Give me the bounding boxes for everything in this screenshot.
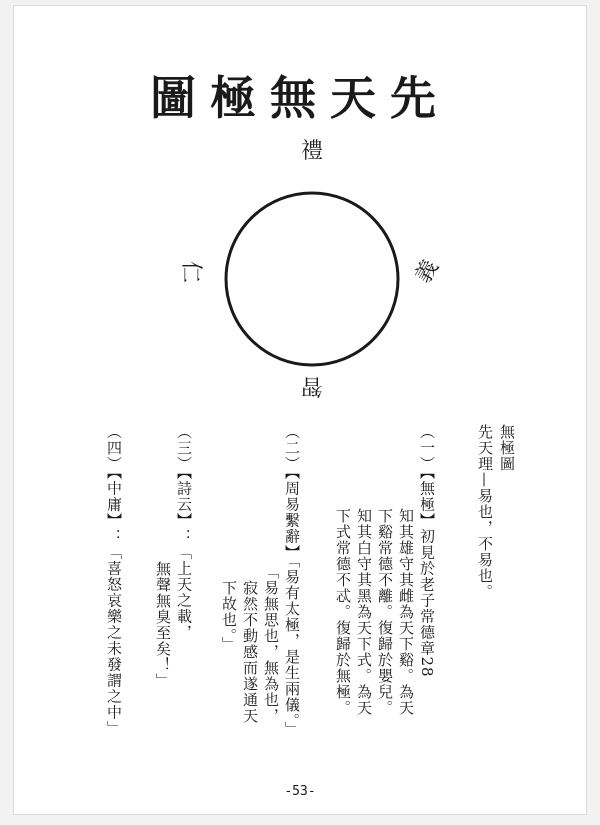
text-column-10: 寂然不動感而遂通天	[241, 580, 259, 724]
page	[14, 6, 586, 814]
text-column-14: （四）【中庸】：「喜怒哀樂之未發謂之中」	[105, 424, 123, 737]
page-number: -53-	[284, 784, 316, 799]
text-column-5: 下谿常德不離。復歸於嬰兒。	[376, 508, 394, 716]
label-zhi-bottom: 智	[300, 373, 324, 398]
page-title: 圖極無天先	[150, 71, 450, 125]
text-column-11: 下故也。」	[220, 580, 238, 653]
text-column-13: 無聲無臭至矣！」	[154, 561, 172, 689]
wuji-circle	[226, 193, 398, 365]
text-column-7: 下式常德不忒。復歸於無極。	[334, 508, 352, 716]
text-column-6: 知其白守其黑為天下式。為天	[355, 508, 373, 716]
text-column-9: 「易無思也，無為也，	[262, 564, 280, 724]
text-column-12: （三）【詩云】：「上天之載，	[175, 424, 193, 641]
text-column-3: （一）【無極】初見於老子常德章28	[418, 424, 436, 678]
label-yi-right: 義	[411, 255, 444, 288]
text-column-4: 知其雄守其雌為天下谿。為天	[397, 508, 415, 716]
label-ren-left: 仁	[178, 260, 203, 284]
label-li-top: 禮	[300, 139, 324, 164]
text-column-2: 先天理—易也，不易也。	[476, 424, 494, 600]
text-column-1: 無極圖	[498, 424, 516, 472]
text-column-8: （二）【周易繫辭】「易有太極，是生兩儀。」	[283, 424, 301, 738]
